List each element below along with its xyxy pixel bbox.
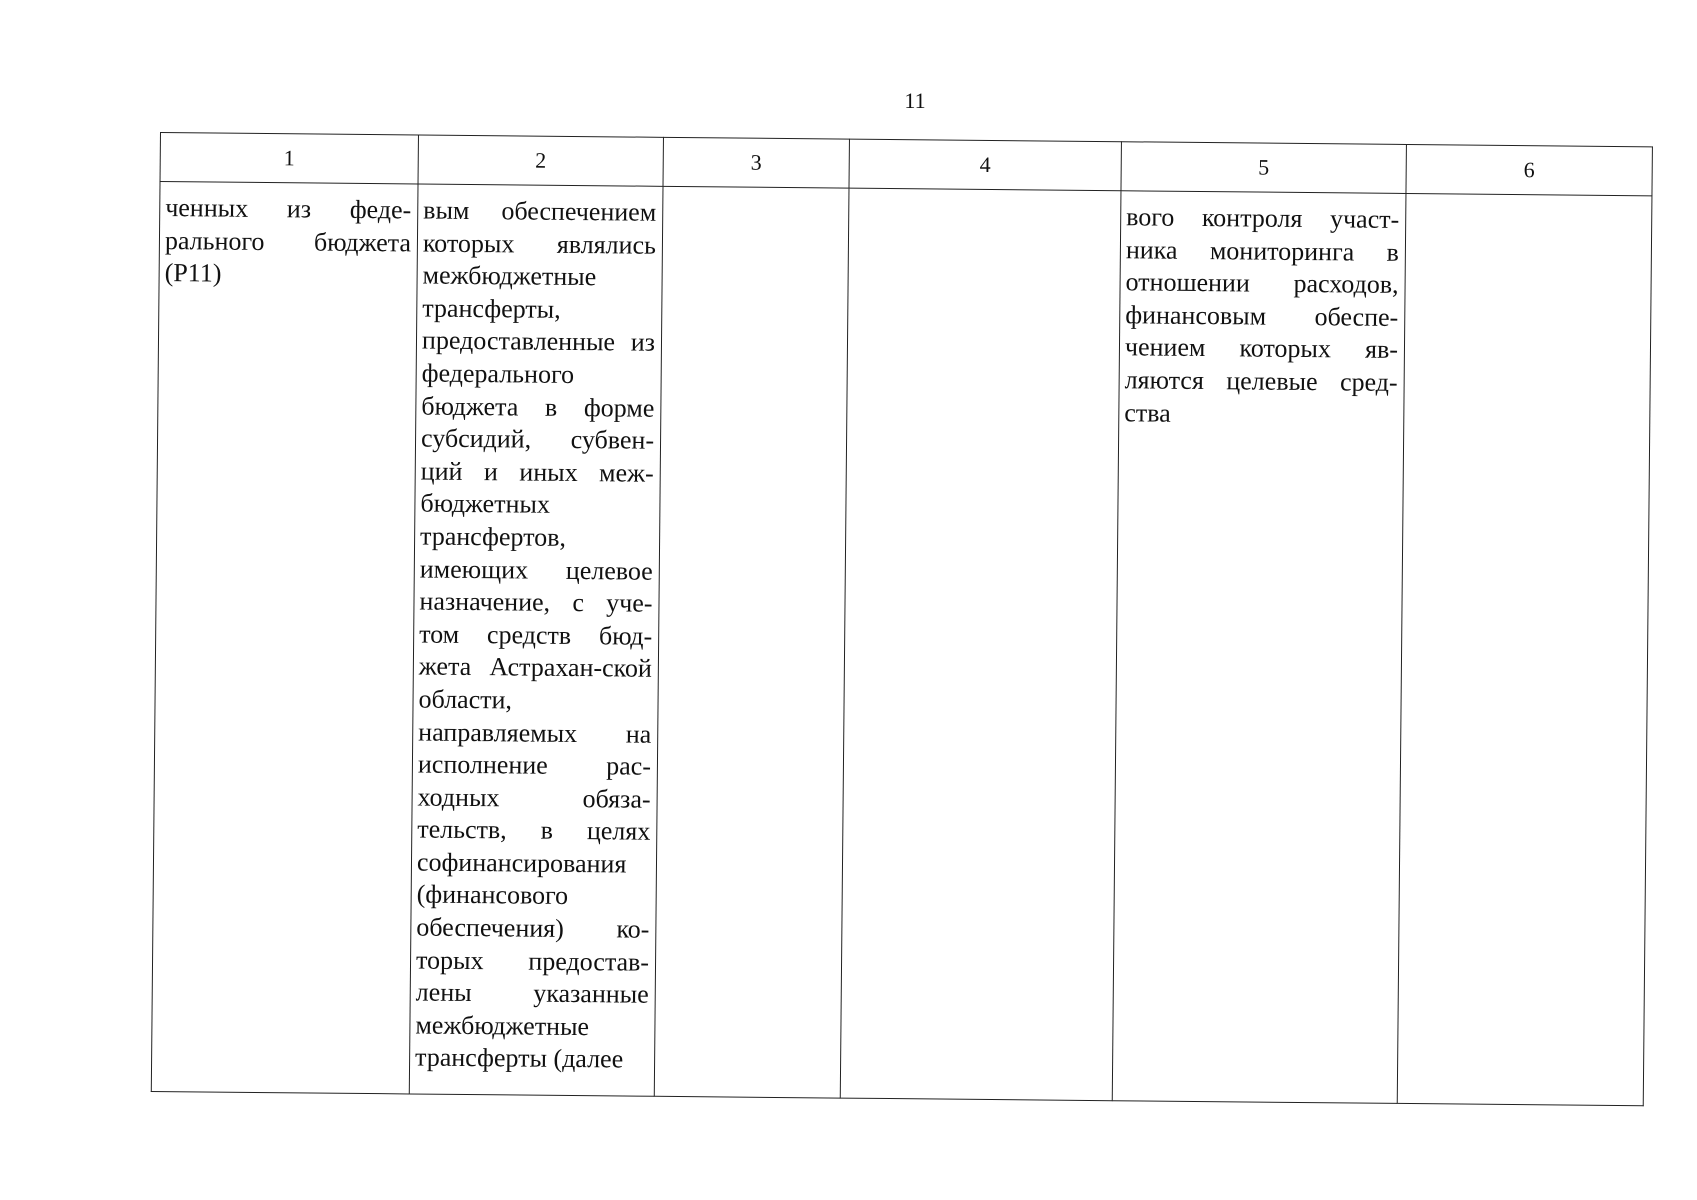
column-header-2: 2 [418,135,663,186]
table-cell-col2: вым обеспечением которых являлись межбюджетные трансферты, предоставленные из федерального бюджета в форме субсидий, субвен-ций и иных меж-бюджетных трансфертов, имеющих целевое назначение, с уче-том средств бюд-жета Астрахан-ской области, направляемых на исполнение рас-ходных обяза-тельств, в целях софинансирования (финансового обеспечения) ко-торых предостав-лены указанные межбюджетные трансферты (далее [409,184,663,1096]
table-cell-col1: ченных из феде-рального бюджета (Р11) [151,182,418,1094]
table-cell-col5: вого контроля участ-ника мониторинга в отношении расходов, финансовым обеспе-чением которых яв-ляются целевые сред-ства [1112,191,1406,1104]
column-header-4: 4 [849,139,1121,191]
document-table [151,132,1653,1106]
column-header-6: 6 [1406,144,1652,195]
column-header-3: 3 [663,137,849,188]
table-cell-col6 [1397,193,1652,1105]
table-cell-col3 [654,186,849,1098]
page-number: 11 [904,88,926,113]
column-header-1: 1 [160,133,418,184]
table-row [151,182,1652,1106]
table-cell-col4 [840,188,1121,1101]
column-header-5: 5 [1121,142,1406,194]
